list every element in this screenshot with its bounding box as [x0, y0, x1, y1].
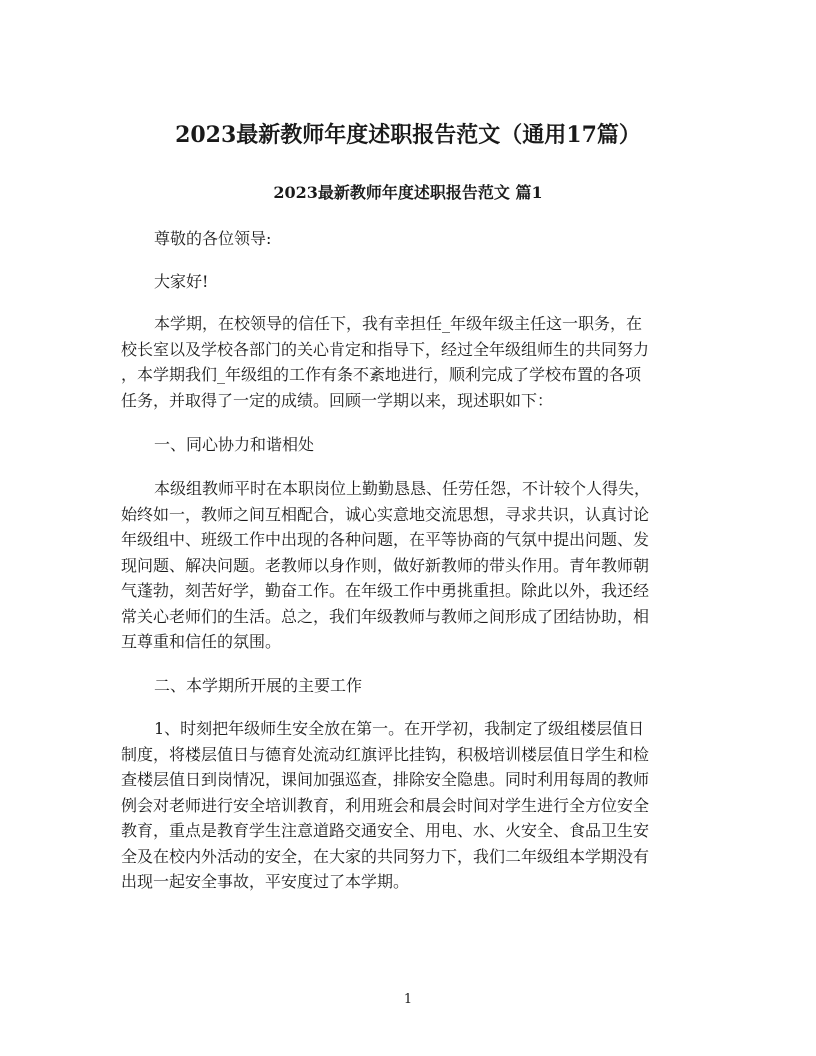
- text-line: 任务，并取得了一定的成绩。回顾一学期以来，现述职如下：: [121, 390, 554, 410]
- heading-text: 一、同心协力和谐相处: [154, 435, 315, 454]
- paragraph-cooperation: [121, 476, 701, 655]
- text-line: 1、时刻把年级师生安全放在第一。在开学初，我制定了级组楼层值日: [154, 719, 645, 738]
- text-line: 全及在校内外活动的安全，在大家的共同努力下，我们二年级组本学期没有: [121, 846, 650, 866]
- document-title: 2023最新教师年度述职报告范文（通用17篇）: [175, 122, 641, 148]
- text-line: 教育，重点是教育学生注意道路交通安全、用电、水、火安全、食品卫生安: [121, 821, 650, 840]
- paragraph-intro: [121, 311, 701, 413]
- text-line: 查楼层值日到岗情况，课间加强巡查，排除安全隐患。同时利用每周的教师: [121, 770, 650, 789]
- text-line: ，本学期我们_年级组的工作有条不紊地进行，顺利完成了学校布置的各项: [121, 365, 642, 384]
- text-line: 年级组中、班级工作中出现的各种问题，在平等协商的气氛中提出问题、发: [121, 530, 650, 549]
- heading-text: 二、本学期所开展的主要工作: [154, 676, 363, 695]
- text-line: 现问题、解决问题。老教师以身作则，做好新教师的带头作用。青年教师朝: [121, 555, 650, 575]
- text-line: 例会对老师进行安全培训教育，利用班会和晨会时间对学生进行全方位安全: [121, 795, 650, 815]
- text-line: 本学期，在校领导的信任下，我有幸担任_年级年级主任这一职务，在: [154, 314, 643, 333]
- heading-1: [121, 432, 701, 458]
- greeting-text: 尊敬的各位领导:: [154, 229, 272, 248]
- text-line: 互尊重和信任的氛围。: [121, 632, 282, 651]
- page-number: 1: [403, 992, 413, 1007]
- text-line: 本级组教师平时在本职岗位上勤勤恳恳、任劳任怨，不计较个人得失，: [154, 479, 651, 498]
- greeting: [121, 226, 701, 252]
- text-line: 校长室以及学校各部门的关心肯定和指导下，经过全年级组师生的共同努力: [121, 339, 650, 359]
- text-line: 始终如一，教师之间互相配合，诚心实意地交流思想，寻求共识，认真讨论: [121, 504, 650, 524]
- text-line: 常关心老师们的生活。总之，我们年级教师与教师之间形成了团结协助，相: [121, 606, 650, 626]
- text-line: 气蓬勃，刻苦好学，勤奋工作。在年级工作中勇挑重担。除此以外，我还经: [121, 581, 650, 600]
- hello: [121, 269, 701, 295]
- text-line: 出现一起安全事故，平安度过了本学期。: [121, 872, 410, 891]
- text-line: 制度，将楼层值日与德育处流动红旗评比挂钩，积极培训楼层值日学生和检: [121, 744, 650, 764]
- section-title: 2023最新教师年度述职报告范文 篇1: [273, 183, 543, 202]
- paragraph-safety: [121, 716, 701, 895]
- heading-2: [121, 673, 701, 699]
- hello-text: 大家好!: [154, 272, 209, 291]
